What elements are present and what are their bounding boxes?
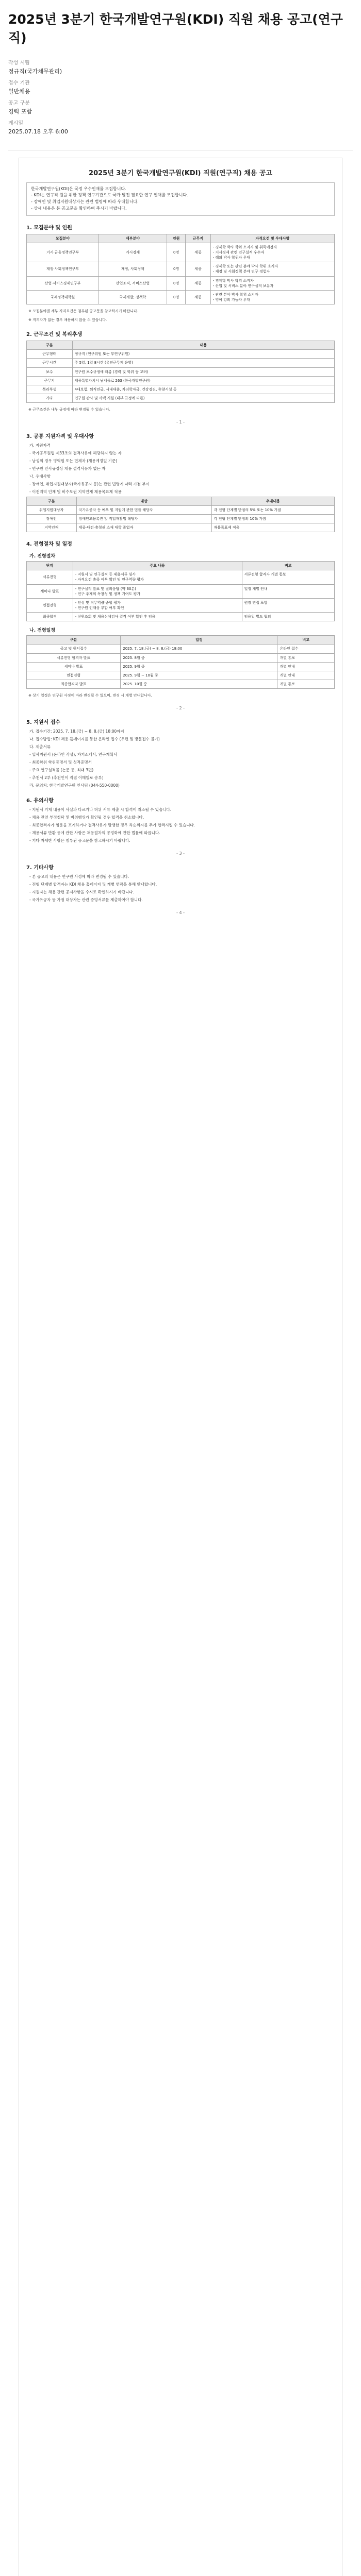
- table-header-cell: 구분: [27, 497, 77, 505]
- intro-line: - 장애인 및 취업지원대상자는 관련 법령에 따라 우대합니다.: [31, 199, 139, 205]
- post-meta: [8, 58, 353, 135]
- table-row: [27, 653, 335, 662]
- section-title: 1. 모집분야 및 인원: [26, 225, 72, 231]
- meta-value: 2025.07.18 오후 6:00: [8, 128, 68, 135]
- announcement-document: [19, 158, 342, 2576]
- table-cell: 정규직 (연구위원 또는 부연구위원): [72, 350, 334, 359]
- table-row: [27, 359, 335, 367]
- table-row: [27, 290, 335, 304]
- section: [26, 330, 335, 412]
- table-header-cell: 비고: [242, 562, 334, 570]
- table-note: ※ 근무조건은 내부 규정에 따라 변경될 수 있습니다.: [28, 408, 110, 412]
- section-title: 6. 유의사항: [26, 798, 54, 804]
- table-cell: 세종: [186, 262, 210, 276]
- table-row: [27, 570, 335, 584]
- table-cell: 보수: [27, 367, 73, 376]
- table-header-cell: 일정: [121, 636, 277, 645]
- table-cell: 최종합격: [27, 613, 73, 621]
- table-note: ※ 모집분야별 세부 자격요건은 첨부된 공고문을 참고하시기 바랍니다.: [28, 309, 139, 314]
- intro-box: [26, 182, 335, 216]
- paragraph: - 입사지원서 (온라인 작성), 자기소개서, 연구계획서: [29, 752, 118, 757]
- info-table: [26, 635, 335, 689]
- table-cell: - 경제학 또는 관련 분야 박사 학위 소지자 - 재정 및 사회정책 분야 연구 경험자: [210, 262, 334, 276]
- table-cell: 기타: [27, 394, 73, 402]
- table-row: [27, 243, 335, 262]
- page-number: - 4 -: [176, 910, 185, 915]
- paragraph: 가. 지원자격: [29, 443, 51, 448]
- table-cell: 2025. 8월 중: [121, 653, 277, 662]
- table-cell: 국제정책대학원: [27, 290, 99, 304]
- document-sections: [26, 223, 335, 915]
- table-cell: 면접전형: [27, 671, 121, 680]
- table-header-row: [27, 341, 335, 350]
- meta-label: 공고 구분: [8, 100, 30, 106]
- table-header-row: [27, 497, 335, 505]
- paragraph: - 채용 관련 부정청탁 및 비위행위가 확인될 경우 합격을 취소합니다.: [29, 815, 144, 820]
- meta-row: [8, 78, 353, 95]
- paragraph: 라. 문의처: 한국개발연구원 인사팀 (044-550-0000): [29, 783, 120, 788]
- table-cell: 주 5일, 1일 8시간 (유연근무제 운영): [72, 359, 334, 367]
- table-header-cell: 자격요건 및 우대사항: [210, 234, 334, 243]
- table-header-cell: 인원: [167, 234, 185, 243]
- table-cell: 일정 개별 안내: [242, 584, 334, 598]
- table-cell: - 경제학 박사 학위 소지자 - 산업 및 서비스 분야 연구실적 보유자: [210, 276, 334, 290]
- table-cell: 재정·사회정책연구부: [27, 262, 99, 276]
- table-header-cell: 근무지: [186, 234, 210, 243]
- meta-row: [8, 58, 353, 75]
- intro-line: 한국개발연구원(KDI)은 국정 우수인재를 모집합니다.: [31, 186, 126, 191]
- table-cell: 산업·서비스경제연구부: [27, 276, 99, 290]
- section: [26, 796, 335, 844]
- paragraph: - 연구원 인사규정상 채용 결격사유가 없는 자: [29, 466, 106, 471]
- table-row: [27, 385, 335, 394]
- table-header-row: [27, 562, 335, 570]
- paragraph: - 남성의 경우 병역필 또는 면제자 (채용예정일 기준): [29, 458, 118, 463]
- table-header-cell: 단계: [27, 562, 73, 570]
- post-title: 2025년 3분기 한국개발연구원(KDI) 직원 채용 공고(연구직): [8, 12, 343, 46]
- table-row: [27, 671, 335, 680]
- table-cell: 최종합격자 발표: [27, 680, 121, 688]
- table-header-cell: 세부분야: [99, 234, 167, 243]
- table-header-row: [27, 636, 335, 645]
- table-cell: 서류전형 합격자 개별 통보: [242, 570, 334, 584]
- meta-value: 경력 포함: [8, 108, 32, 115]
- table-cell: - 관련 분야 박사 학위 소지자 - 영어 강의 가능자 우대: [210, 290, 334, 304]
- table-cell: 임용일 별도 협의: [242, 613, 334, 621]
- meta-label: 접수 기관: [8, 80, 30, 86]
- meta-label: 작성 시팀: [8, 60, 30, 66]
- table-cell: 개별 안내: [277, 662, 335, 671]
- table-cell: 각 전형 단계별 만점의 5% 또는 10% 가점: [211, 505, 334, 514]
- table-header-cell: 구분: [27, 341, 73, 350]
- table-row: [27, 598, 335, 612]
- table-cell: 복리후생: [27, 385, 73, 394]
- info-table: [26, 234, 335, 304]
- table-cell: 개별 통보: [277, 653, 335, 662]
- table-cell: 거시경제: [99, 243, 167, 262]
- table-cell: 0명: [167, 290, 185, 304]
- section-title: 4. 전형절차 및 일정: [26, 541, 72, 548]
- table-row: [27, 394, 335, 402]
- document-heading: 2025년 3분기 한국개발연구원(KDI) 직원(연구직) 채용 공고: [89, 169, 272, 177]
- table-header-row: [27, 234, 335, 243]
- subsection-title: 나. 전형일정: [29, 628, 56, 634]
- table-cell: 원장 면접 포함: [242, 598, 334, 612]
- table-header-cell: 대상: [76, 497, 211, 505]
- meta-row: [8, 98, 353, 115]
- page-number: - 1 -: [176, 419, 185, 425]
- table-cell: 국제개발, 정책학: [99, 290, 167, 304]
- table-cell: 지역인재: [27, 523, 77, 532]
- paragraph: - 기타 자세한 사항은 첨부된 공고문을 참고하시기 바랍니다.: [29, 838, 130, 843]
- table-cell: 세종: [186, 276, 210, 290]
- table-row: [27, 376, 335, 385]
- table-cell: 세미나 발표: [27, 584, 73, 598]
- table-header-cell: 모집분야: [27, 234, 99, 243]
- paragraph: - 추천서 2부 (추천인이 직접 이메일로 송부): [29, 775, 104, 780]
- table-row: [27, 662, 335, 671]
- table-cell: 근무지: [27, 376, 73, 385]
- table-cell: 4대보험, 퇴직연금, 사내대출, 자녀학자금, 건강검진, 휴양시설 등: [72, 385, 334, 394]
- info-table: [26, 497, 335, 533]
- section: [26, 432, 335, 533]
- table-cell: 서류전형: [27, 570, 73, 584]
- paragraph: 가. 접수기간: 2025. 7. 18.(금) ~ 8. 8.(금) 18:00까지: [29, 728, 124, 734]
- table-cell: 국가유공자 등 예우 및 지원에 관한 법률 해당자: [76, 505, 211, 514]
- section-title: 7. 기타사항: [26, 865, 54, 871]
- table-cell: 2025. 7. 18.(금) ~ 8. 8.(금) 18:00: [121, 645, 277, 653]
- table-cell: 연구원 관사 및 사택 지원 (내부 규정에 따름): [72, 394, 334, 402]
- intro-line: - 상세 내용은 본 공고문을 확인하여 주시기 바랍니다.: [31, 206, 127, 211]
- paragraph: - 국가공무원법 제33조의 결격사유에 해당하지 않는 자: [29, 450, 122, 455]
- table-cell: 세미나 발표: [27, 662, 121, 671]
- table-cell: 각 전형 단계별 만점의 10% 가점: [211, 514, 334, 523]
- table-cell: 2025. 9월 중: [121, 662, 277, 671]
- table-cell: 세종: [186, 290, 210, 304]
- table-cell: 근무형태: [27, 350, 73, 359]
- table-row: [27, 645, 335, 653]
- section-title: 2. 근무조건 및 복리후생: [26, 332, 83, 338]
- meta-label: 게시일: [8, 120, 23, 126]
- table-cell: - 신원조회 및 채용신체검사 결격 여부 확인 후 임용: [73, 613, 242, 621]
- table-row: [27, 613, 335, 621]
- table-row: [27, 367, 335, 376]
- paragraph: - 주요 연구실적물 (논문 등, 최대 3편): [29, 767, 94, 772]
- table-cell: 0명: [167, 243, 185, 262]
- table-cell: 근무시간: [27, 359, 73, 367]
- table-header-cell: 구분: [27, 636, 121, 645]
- paragraph: - 전형 단계별 합격자는 KDI 채용 홈페이지 및 개별 연락을 통해 안내합니다.: [29, 882, 157, 887]
- table-cell: 거시·금융정책연구부: [27, 243, 99, 262]
- table-cell: - 지원서 및 연구실적 등 제출서류 심사 - 자격요건 충족 여부 확인 및 연구역량 평가: [73, 570, 242, 584]
- meta-value: 정규직(국가채무관리): [8, 67, 62, 75]
- table-cell: 재정, 사회정책: [99, 262, 167, 276]
- info-table: [26, 561, 335, 621]
- intro-line: - KDI는 연구직 원을 위한 정책 연구기관으로 국가 발전 필요한 연구 인재를 모집합니다.: [31, 193, 188, 198]
- paragraph: - 채용서류 반환 등에 관한 사항은 채용절차의 공정화에 관한 법률에 따릅니다.: [29, 830, 160, 835]
- table-cell: 취업지원대상자: [27, 505, 77, 514]
- paragraph: 나. 우대사항: [29, 473, 51, 479]
- page-number: - 3 -: [176, 851, 185, 856]
- section: [26, 539, 335, 698]
- table-cell: 0명: [167, 262, 185, 276]
- table-cell: 개별 통보: [277, 680, 335, 688]
- table-cell: 세종·대전·충청권 소재 대학 졸업자: [76, 523, 211, 532]
- paragraph: - 이전지역 인재 및 비수도권 지역인재 채용목표제 적용: [29, 489, 122, 494]
- table-cell: 온라인 접수: [277, 645, 335, 653]
- paragraph: - 지원서 기재 내용이 사실과 다르거나 허위 서류 제출 시 합격이 취소될 수 있습니다.: [29, 807, 172, 812]
- table-cell: 채용목표제 적용: [211, 523, 334, 532]
- section: [26, 718, 335, 789]
- subsection-title: 가. 전형절차: [29, 554, 56, 560]
- table-cell: 세종: [186, 243, 210, 262]
- paragraph: 다. 제출서류: [29, 744, 51, 749]
- table-cell: 0명: [167, 276, 185, 290]
- table-row: [27, 523, 335, 532]
- table-row: [27, 505, 335, 514]
- table-cell: - 인성 및 직무역량 종합 평가 - 연구원 인재상 부합 여부 확인: [73, 598, 242, 612]
- table-row: [27, 680, 335, 688]
- table-row: [27, 350, 335, 359]
- table-header-cell: 우대내용: [211, 497, 334, 505]
- table-row: [27, 514, 335, 523]
- section: [26, 863, 335, 903]
- section-title: 5. 지원서 접수: [26, 719, 61, 725]
- table-cell: 장애인고용촉진 및 직업재활법 해당자: [76, 514, 211, 523]
- paragraph: - 본 공고의 내용은 연구원 사정에 따라 변경될 수 있습니다.: [29, 874, 129, 879]
- paragraph: - 국가유공자 등 가점 대상자는 관련 증빙서류를 제출하여야 합니다.: [29, 897, 143, 902]
- page-number: - 2 -: [176, 705, 185, 710]
- info-table: [26, 341, 335, 403]
- table-row: [27, 262, 335, 276]
- table-cell: 산업조직, 서비스산업: [99, 276, 167, 290]
- meta-row: [8, 118, 353, 135]
- table-cell: - 경제학 박사 학위 소지자 및 취득예정자 - 거시경제 관련 연구실적 우수자 - 해외 박사 학위자 우대: [210, 243, 334, 262]
- section-title: 3. 공통 지원자격 및 우대사항: [26, 433, 94, 439]
- table-cell: 세종특별자치시 남세종로 263 (한국개발연구원): [72, 376, 334, 385]
- paragraph: - 최종학위 학위증명서 및 성적증명서: [29, 759, 92, 765]
- table-cell: - 연구실적 발표 및 질의응답 (약 60분) - 연구 주제의 독창성 및 정책 기여도 평가: [73, 584, 242, 598]
- table-cell: 서류전형 합격자 발표: [27, 653, 121, 662]
- table-note: ※ 적격자가 없는 경우 채용하지 않을 수 있습니다.: [28, 317, 107, 322]
- table-row: [27, 276, 335, 290]
- table-cell: 2025. 9월 ~ 10월 중: [121, 671, 277, 680]
- paragraph: 나. 접수방법: KDI 채용 홈페이지를 통한 온라인 접수 (우편 및 방문접수 불가): [29, 736, 160, 741]
- table-header-cell: 비고: [277, 636, 335, 645]
- table-cell: 장애인: [27, 514, 77, 523]
- table-note: ※ 상기 일정은 연구원 사정에 따라 변경될 수 있으며, 변경 시 개별 안내합니다.: [28, 693, 152, 698]
- post-header: [0, 0, 361, 144]
- table-header-cell: 내용: [72, 341, 334, 350]
- table-cell: 2025. 10월 중: [121, 680, 277, 688]
- table-cell: 연구원 보수규정에 따름 (경력 및 학위 등 고려): [72, 367, 334, 376]
- paragraph: - 장애인, 취업지원대상자(국가유공자 등)는 관련 법령에 따라 가점 부여: [29, 481, 150, 486]
- table-cell: 공고 및 원서접수: [27, 645, 121, 653]
- table-row: [27, 584, 335, 598]
- section: [26, 223, 335, 323]
- paragraph: - 최종합격자가 임용을 포기하거나 결격사유가 발생한 경우 차순위자를 추가 합격시킬 수 있습니다.: [29, 822, 195, 827]
- table-cell: 면접전형: [27, 598, 73, 612]
- table-cell: 개별 안내: [277, 671, 335, 680]
- paragraph: - 지원자는 채용 관련 공지사항을 수시로 확인하시기 바랍니다.: [29, 889, 134, 894]
- meta-value: 일반채용: [8, 88, 30, 95]
- table-header-cell: 주요 내용: [73, 562, 242, 570]
